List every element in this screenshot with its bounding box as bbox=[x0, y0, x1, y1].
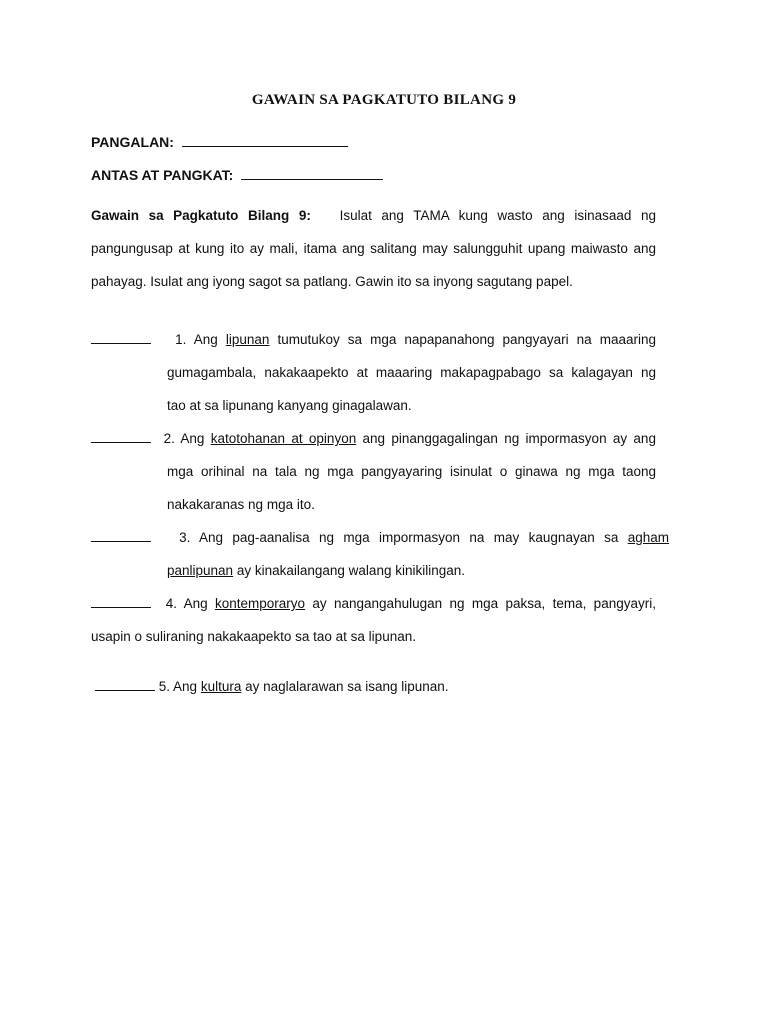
underlined-term: panlipunan bbox=[167, 563, 234, 578]
item-number: 4. bbox=[165, 596, 177, 611]
item-text: tumutukoy sa mga napapanahong pangyayari na maaaring bbox=[277, 332, 656, 347]
item-text: mga orihinal na tala ng mga pangyayaring isinulat o ginawa ng mga taong bbox=[167, 464, 656, 479]
item-text: Ang pag-aanalisa ng mga impormasyon na may kaugnayan sa bbox=[198, 530, 619, 545]
page-title: GAWAIN SA PAGKATUTO BILANG 9 bbox=[251, 92, 517, 108]
answer-blank-4[interactable] bbox=[91, 595, 151, 608]
answer-blank-3[interactable] bbox=[91, 529, 151, 542]
instructions-line-1: Isulat ang TAMA kung wasto ang isinasaad ng bbox=[339, 208, 656, 223]
instructions-lead: Gawain sa Pagkatuto Bilang 9: bbox=[91, 208, 311, 223]
item-text: nakakaranas ng mga ito. bbox=[167, 497, 315, 512]
list-item-5 bbox=[95, 670, 655, 703]
answer-blank-5[interactable] bbox=[95, 678, 155, 691]
item-text: gumagambala, nakakaapekto at maaaring makapagpabago sa kalagayan ng bbox=[167, 365, 656, 380]
instructions-line-2: pangungusap at kung ito ay mali, itama ang salitang may salungguhit upang maiwasto ang bbox=[91, 241, 656, 256]
answer-blank-1[interactable] bbox=[91, 331, 151, 344]
grade-section-field bbox=[91, 167, 383, 183]
item-text: usapin o suliraning nakakaapekto sa tao at sa lipunan. bbox=[91, 629, 416, 644]
item-text: Ang bbox=[173, 679, 198, 694]
underlined-term: lipunan bbox=[225, 332, 270, 347]
list-item-3-cont bbox=[167, 554, 656, 587]
instructions-line-3: pahayag. Isulat ang iyong sagot sa patlang. Gawin ito sa inyong sagutang papel. bbox=[91, 274, 573, 289]
name-label: PANGALAN: bbox=[91, 134, 174, 150]
underlined-term: agham bbox=[627, 530, 669, 545]
item-text: Ang bbox=[183, 596, 208, 611]
item-number: 2. bbox=[163, 431, 175, 446]
item-text: Ang bbox=[180, 431, 205, 446]
answer-blank-2[interactable] bbox=[91, 430, 151, 443]
grade-section-label: ANTAS AT PANGKAT: bbox=[91, 167, 234, 183]
list-item-2-cont bbox=[167, 455, 656, 521]
list-item-2 bbox=[91, 422, 656, 455]
underlined-term: katotohanan at opinyon bbox=[210, 431, 357, 446]
grade-section-blank[interactable] bbox=[241, 167, 383, 180]
instructions bbox=[91, 199, 656, 298]
list-item-4 bbox=[91, 587, 656, 653]
item-text: ay nangangahulugan ng mga paksa, tema, pangyayri, bbox=[312, 596, 656, 611]
item-text: Ang bbox=[193, 332, 218, 347]
list-item-1-cont bbox=[167, 356, 656, 422]
item-text: ang pinanggagalingan ng impormasyon ay ang bbox=[362, 431, 656, 446]
name-blank[interactable] bbox=[182, 134, 348, 147]
item-number: 5. bbox=[158, 679, 171, 694]
item-text: ay kinakailangang walang kinikilingan. bbox=[236, 563, 465, 578]
item-text: tao at sa lipunang kanyang ginagalawan. bbox=[167, 398, 412, 413]
underlined-term: kultura bbox=[200, 679, 242, 694]
name-field bbox=[91, 134, 348, 150]
item-text: ay naglalarawan sa isang lipunan. bbox=[245, 679, 449, 694]
item-number: 1. bbox=[175, 332, 187, 347]
list-item-3 bbox=[91, 521, 669, 554]
underlined-term: kontemporaryo bbox=[214, 596, 306, 611]
item-number: 3. bbox=[179, 530, 191, 545]
list-item-1 bbox=[91, 323, 656, 356]
